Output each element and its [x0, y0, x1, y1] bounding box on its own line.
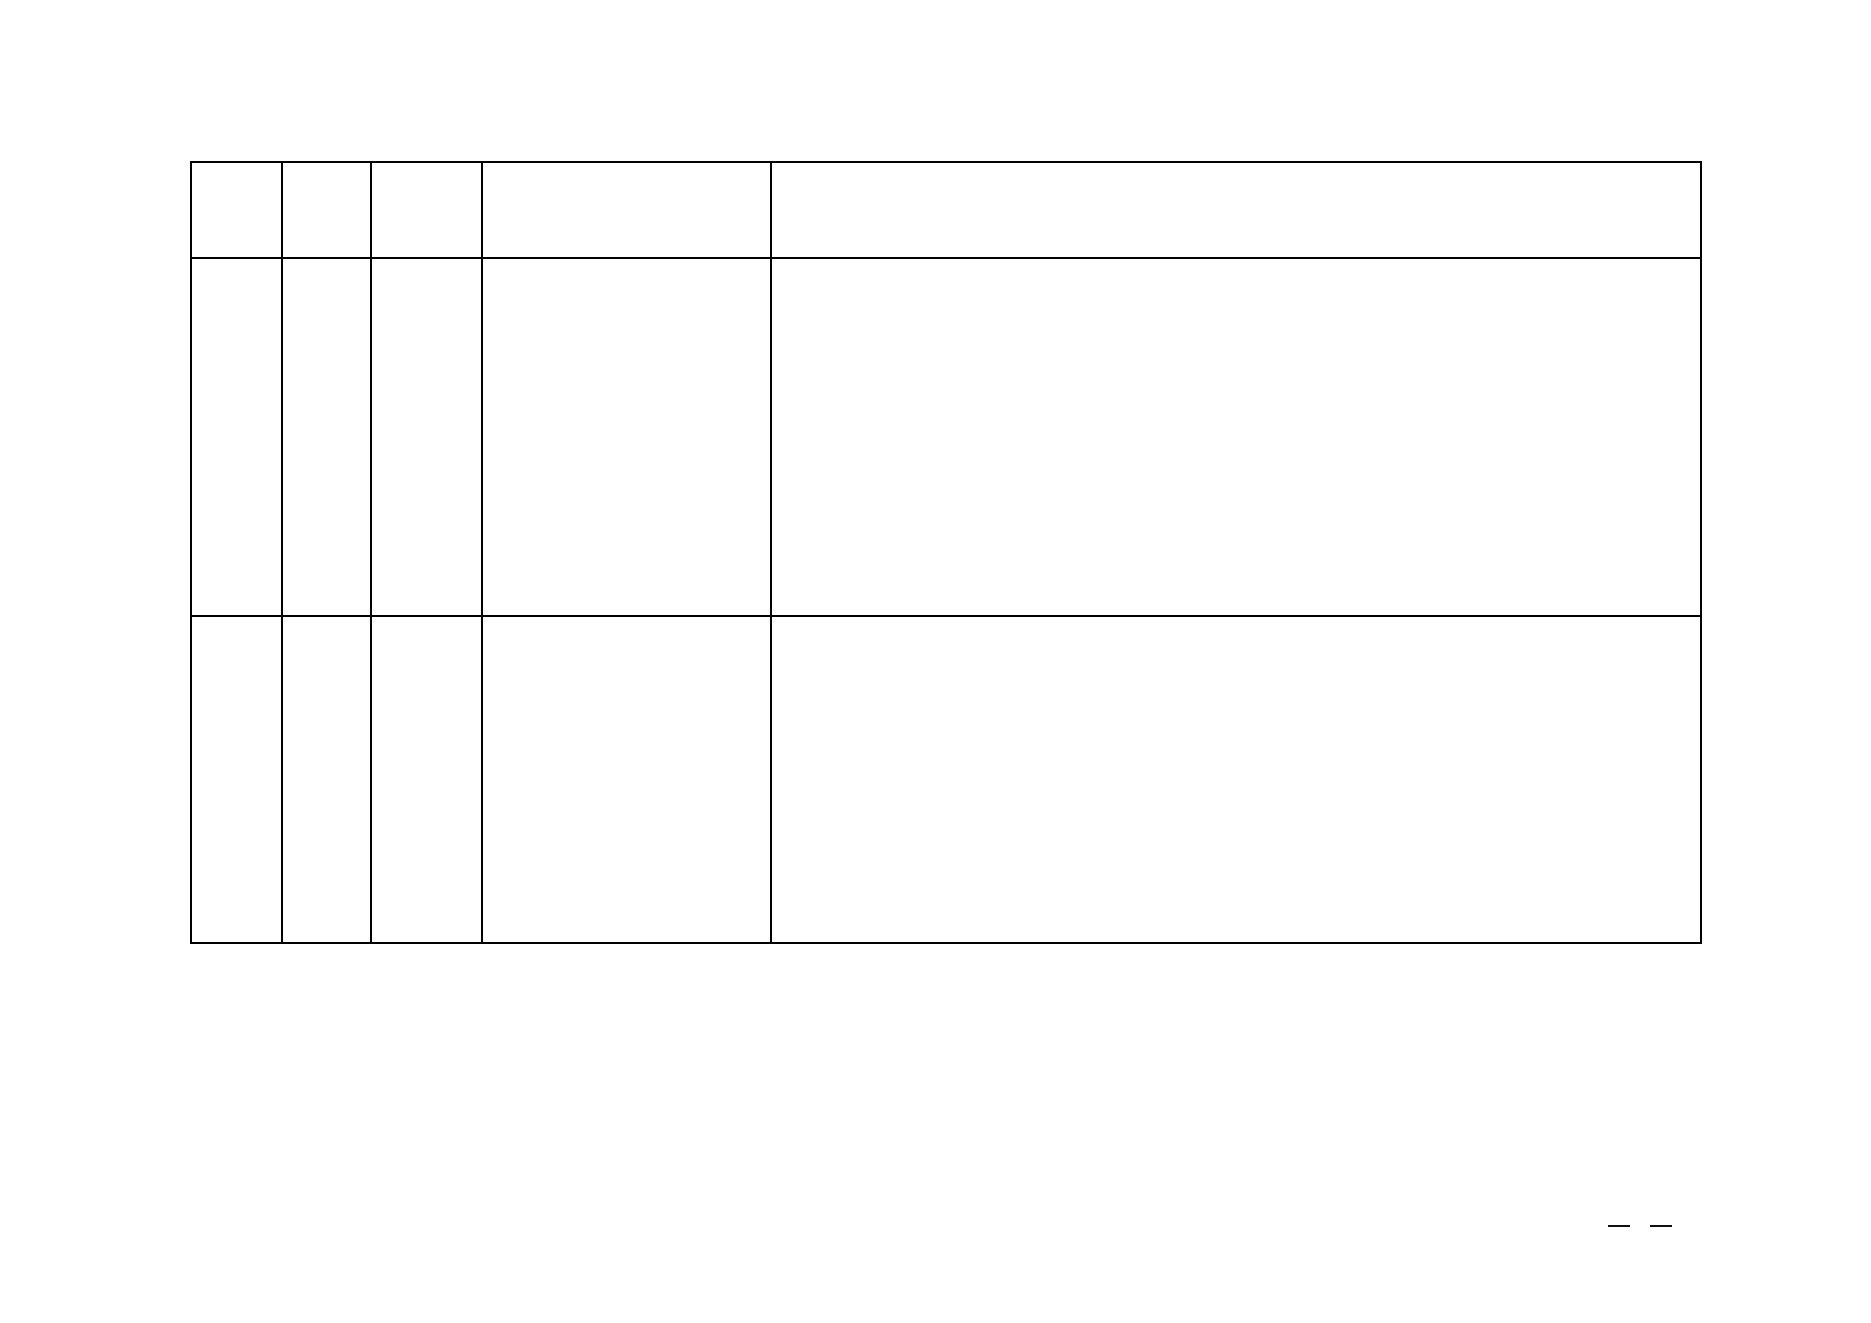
table-row-030402	[191, 616, 1701, 943]
dash-left	[1608, 1225, 1630, 1227]
dash-right	[1650, 1225, 1672, 1227]
class-name-cell	[482, 258, 771, 616]
class-description-cell	[771, 616, 1701, 943]
empty-cell	[191, 616, 282, 943]
empty-cell	[282, 258, 371, 616]
page-number-footer	[1580, 1207, 1700, 1241]
empty-cell	[191, 162, 282, 258]
classification-table	[190, 161, 1702, 944]
empty-cell	[191, 258, 282, 616]
class-description-cell	[771, 258, 1701, 616]
empty-cell	[371, 162, 482, 258]
class-code-cell	[371, 616, 482, 943]
table-row-group-0304	[191, 162, 1701, 258]
group-name-cell	[482, 162, 771, 258]
empty-description-cell	[771, 162, 1701, 258]
table-row-030401	[191, 258, 1701, 616]
class-name-cell	[482, 616, 771, 943]
group-code-cell	[282, 162, 371, 258]
class-code-cell	[371, 258, 482, 616]
empty-cell	[282, 616, 371, 943]
